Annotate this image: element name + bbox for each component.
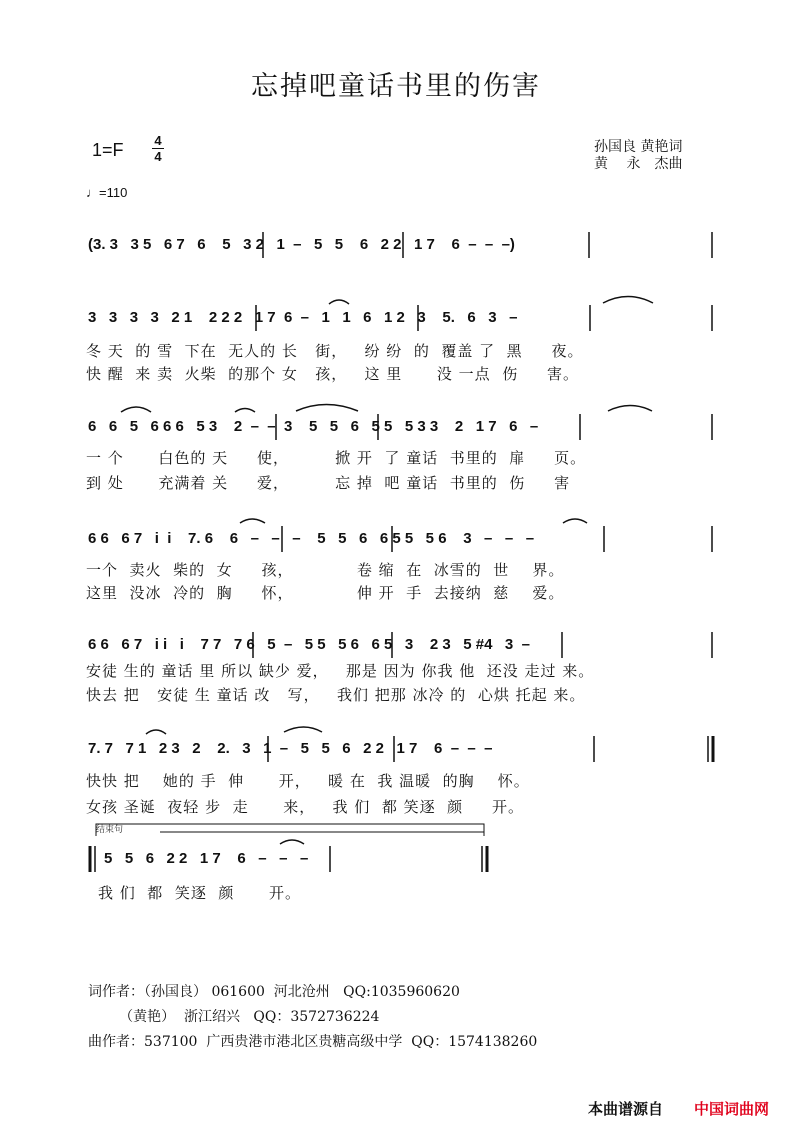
notation-row-3: 6 6 5 6 6 6 5 3 2 – – 3 5 5 6 5 5 5 3 3 2 1 7 6 –: [88, 418, 539, 435]
footer-line-3: 曲作者：537100 广西贵港市港北区贵糖高级中学 QQ：1574138260: [88, 1034, 538, 1050]
notation-row-7: 5 5 6 2 2 1 7 6 – – –: [104, 850, 309, 867]
composer-credit: 黄 永 杰曲: [594, 156, 683, 172]
notation-row-1: (3. 3 3 5 6 7 6 5 3 2 1 – 5 5 6 2 2 1 7 6 – – –): [88, 236, 515, 253]
lyric-row-5b: 快去 把 安徒 生 童话 改 写， 我们 把那 冰冷 的 心烘 托起 来。: [86, 686, 586, 704]
key-signature: 1=F: [92, 140, 124, 160]
time-bottom: 4: [154, 149, 162, 164]
credits: [594, 139, 682, 173]
lyric-row-4b: 这里 没冰 冷的 胸 怀， 伸 开 手 去接纳 慈 爱。: [86, 584, 565, 602]
lyric-row-5a: 安徒 生的 童话 里 所以 缺少 爱， 那是 因为 你我 他 还没 走过 来。: [86, 662, 595, 680]
time-top: 4: [154, 133, 162, 148]
time-signature: [152, 134, 164, 163]
lyric-row-3b: 到 处 充满着 关 爱， 忘 掉 吧 童话 书里的 伤 害: [86, 474, 571, 492]
source-site-link[interactable]: 中国词曲网: [694, 1101, 770, 1118]
notation-row-6: 7. 7 7 1 2 3 2 2. 3 1 – 5 5 6 2 2 1 7 6 – – –: [88, 740, 493, 757]
lyric-row-3a: 一 个 白色的 天 使， 掀 开 了 童话 书里的 扉 页。: [86, 449, 587, 467]
volta-label: 结束句: [96, 825, 124, 835]
lyric-row-6b: 女孩 圣诞 夜轻 步 走 来， 我 们 都 笑逐 颜 开。: [86, 798, 524, 816]
footer-line-2: （黄艳） 浙江绍兴 QQ：3572736224: [88, 1009, 380, 1025]
lyric-row-6a: 快快 把 她的 手 伸 开， 暖 在 我 温暖 的胸 怀。: [86, 772, 530, 790]
footer-line-1: 词作者：（孙国良） 061600 河北沧州 QQ:1035960620: [88, 984, 460, 1000]
notation-row-2: 3 3 3 3 2 1 2 2 2 1 7 6 – 1 1 6 1 2 3 5. 6 3 –: [88, 309, 518, 326]
lyric-row-7: 我 们 都 笑逐 颜 开。: [98, 884, 301, 902]
lyric-row-2a: 冬 天 的 雪 下在 无人的 长 街， 纷 纷 的 覆盖 了 黑 夜。: [86, 342, 584, 360]
lyric-row-2b: 快 醒 来 卖 火柴 的那个 女 孩， 这 里 没 一点 伤 害。: [86, 365, 580, 383]
lyric-row-4a: 一个 卖火 柴的 女 孩， 卷 缩 在 冰雪的 世 界。: [86, 561, 565, 579]
notation-row-5: 6 6 6 7 i i i 7 7 7 6 5 – 5 5 5 6 6 5 3 2 3 5 #4 3 –: [88, 636, 530, 653]
page-title: 忘掉吧童话书里的伤害: [251, 71, 541, 102]
lyricists-credit: 孙国良 黄艳词: [594, 139, 683, 155]
notation-row-4: 6 6 6 7 i i 7. 6 6 – – – 5 5 6 6 5 5 5 6 3 – – –: [88, 530, 535, 547]
tempo-marking: ♩=110: [86, 185, 128, 200]
source-prefix: 本曲谱源自: [588, 1101, 664, 1118]
